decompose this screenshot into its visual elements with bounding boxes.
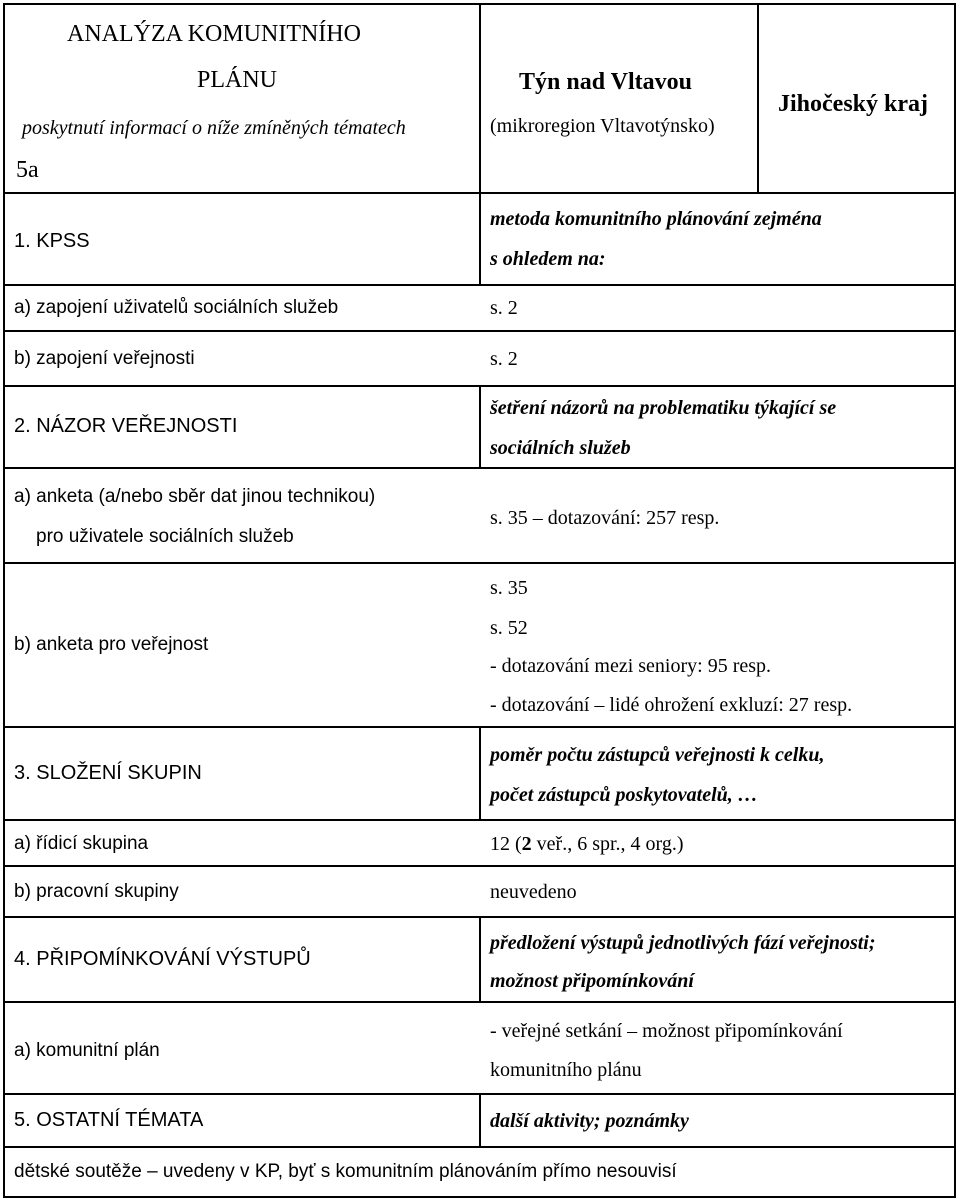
- section2-desc-line1: šetření názorů na problematiku týkající se: [490, 397, 837, 419]
- section1-desc-cell: [479, 192, 956, 286]
- section4-desc-line2: možnost připomínkování: [490, 970, 694, 992]
- section2-a-value: s. 35 – dotazování: 257 resp.: [490, 507, 720, 529]
- section5-desc: další aktivity; poznámky: [490, 1110, 689, 1132]
- section3-row-a: [3, 819, 956, 867]
- section4-desc-cell: [479, 916, 956, 1003]
- section3-b-label: b) pracovní skupiny: [14, 881, 179, 902]
- section3-row-b: [3, 865, 956, 918]
- section4-heading-cell: [3, 916, 481, 1003]
- section3-a-value-bold: 2: [521, 833, 532, 855]
- document-subtitle: poskytnutí informací o níže zmíněných tématech: [22, 117, 406, 139]
- section5-heading-cell: [3, 1093, 481, 1148]
- section1-heading: 1. KPSS: [14, 230, 90, 252]
- section3-a-label: a) řídicí skupina: [14, 833, 149, 854]
- region-name: Jihočeský kraj: [778, 91, 928, 117]
- section1-desc-line1: metoda komunitního plánování zejména: [490, 208, 822, 230]
- section2-heading-cell: [3, 385, 481, 469]
- document-title-line1: ANALÝZA KOMUNITNÍHO: [67, 21, 361, 47]
- section1-a-label: a) zapojení uživatelů sociálních služeb: [14, 297, 339, 318]
- section1-b-label: b) zapojení veřejnosti: [14, 348, 195, 369]
- header-title-cell: [3, 3, 481, 194]
- section4-row-a: [3, 1001, 956, 1095]
- section3-desc-line1: poměr počtu zástupců veřejnosti k celku,: [490, 744, 825, 766]
- section4-heading: 4. PŘIPOMÍNKOVÁNÍ VÝSTUPŮ: [14, 948, 311, 970]
- section1-row-b: [3, 330, 956, 387]
- section4-a-value-line1: - veřejné setkání – možnost připomínkování: [490, 1020, 843, 1042]
- header-town-cell: [479, 3, 759, 194]
- section1-b-value: s. 2: [490, 348, 518, 370]
- section2-row-b: [3, 562, 956, 728]
- section2-b-value-line4: - dotazování – lidé ohrožení exkluzí: 27 resp.: [490, 694, 853, 716]
- section1-heading-cell: [3, 192, 481, 286]
- section3-desc-cell: [479, 726, 956, 821]
- section2-b-value-line1: s. 35: [490, 577, 528, 599]
- document-title-line2: PLÁNU: [197, 67, 278, 93]
- document-code: 5a: [16, 157, 39, 183]
- section4-a-label: a) komunitní plán: [14, 1040, 160, 1061]
- section5-note-row: [3, 1146, 956, 1198]
- section4-a-value-line2: komunitního plánu: [490, 1059, 642, 1081]
- town-name: Týn nad Vltavou: [519, 69, 692, 95]
- section2-row-a: [3, 467, 956, 564]
- section3-desc-line2: počet zástupců poskytovatelů, …: [490, 784, 758, 806]
- header-region-cell: [757, 3, 956, 194]
- section5-desc-cell: [479, 1093, 956, 1148]
- section2-b-label: b) anketa pro veřejnost: [14, 634, 209, 655]
- section4-desc-line1: předložení výstupů jednotlivých fází veřejnosti;: [490, 932, 876, 954]
- section2-desc-cell: [479, 385, 956, 469]
- section2-a-label-line2: pro uživatele sociálních služeb: [36, 526, 294, 547]
- section1-desc-line2: s ohledem na:: [490, 248, 606, 270]
- section2-b-value-line3: - dotazování mezi seniory: 95 resp.: [490, 655, 772, 677]
- section3-b-value: neuvedeno: [490, 881, 577, 903]
- section2-desc-line2: sociálních služeb: [490, 437, 631, 459]
- section1-a-value: s. 2: [490, 297, 518, 319]
- section3-a-value-post: veř., 6 spr., 4 org.): [531, 833, 684, 855]
- section3-a-value: [490, 833, 684, 856]
- microregion-name: (mikroregion Vltavotýnsko): [490, 115, 715, 137]
- section2-b-value-line2: s. 52: [490, 617, 528, 639]
- section2-a-label-line1: a) anketa (a/nebo sběr dat jinou technikou): [14, 486, 376, 507]
- section3-heading-cell: [3, 726, 481, 821]
- section3-heading: 3. SLOŽENÍ SKUPIN: [14, 762, 202, 784]
- section2-heading: 2. NÁZOR VEŘEJNOSTI: [14, 415, 238, 437]
- section1-row-a: [3, 284, 956, 332]
- section5-note: dětské soutěže – uvedeny v KP, byť s komunitním plánováním přímo nesouvisí: [14, 1161, 677, 1182]
- section3-a-value-pre: 12 (: [490, 833, 522, 855]
- section5-heading: 5. OSTATNÍ TÉMATA: [14, 1109, 204, 1131]
